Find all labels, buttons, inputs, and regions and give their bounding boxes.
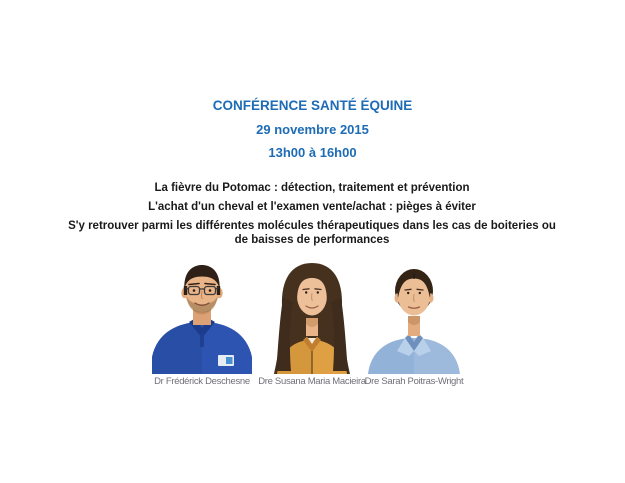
conference-time: 13h00 à 16h00 — [268, 145, 357, 160]
topic-list — [62, 181, 562, 252]
speaker-photo-woman-light-blue-shirt — [365, 258, 463, 374]
speaker-name: Dr Frédérick Deschesne — [154, 376, 250, 387]
speaker-photo-woman-long-hair-mustard-jacket — [263, 258, 361, 374]
speaker-photo-man-glasses-blue-polo — [151, 258, 253, 374]
topic-line-2: L'achat d'un cheval et l'examen vente/achat : pièges à éviter — [148, 201, 476, 213]
conference-date: 29 novembre 2015 — [256, 122, 369, 137]
conference-title: CONFÉRENCE SANTÉ ÉQUINE — [212, 98, 413, 113]
speaker-name: Dre Susana Maria Macieira — [258, 376, 366, 387]
speaker-name: Dre Sarah Poitras-Wright — [364, 376, 464, 387]
topic-line-1: La fièvre du Potomac : détection, traitement et prévention — [154, 182, 470, 194]
topic-line-3: S'y retrouver parmi les différentes molécules thérapeutiques dans les cas de boiteries ou de baisses de performances — [68, 220, 556, 246]
